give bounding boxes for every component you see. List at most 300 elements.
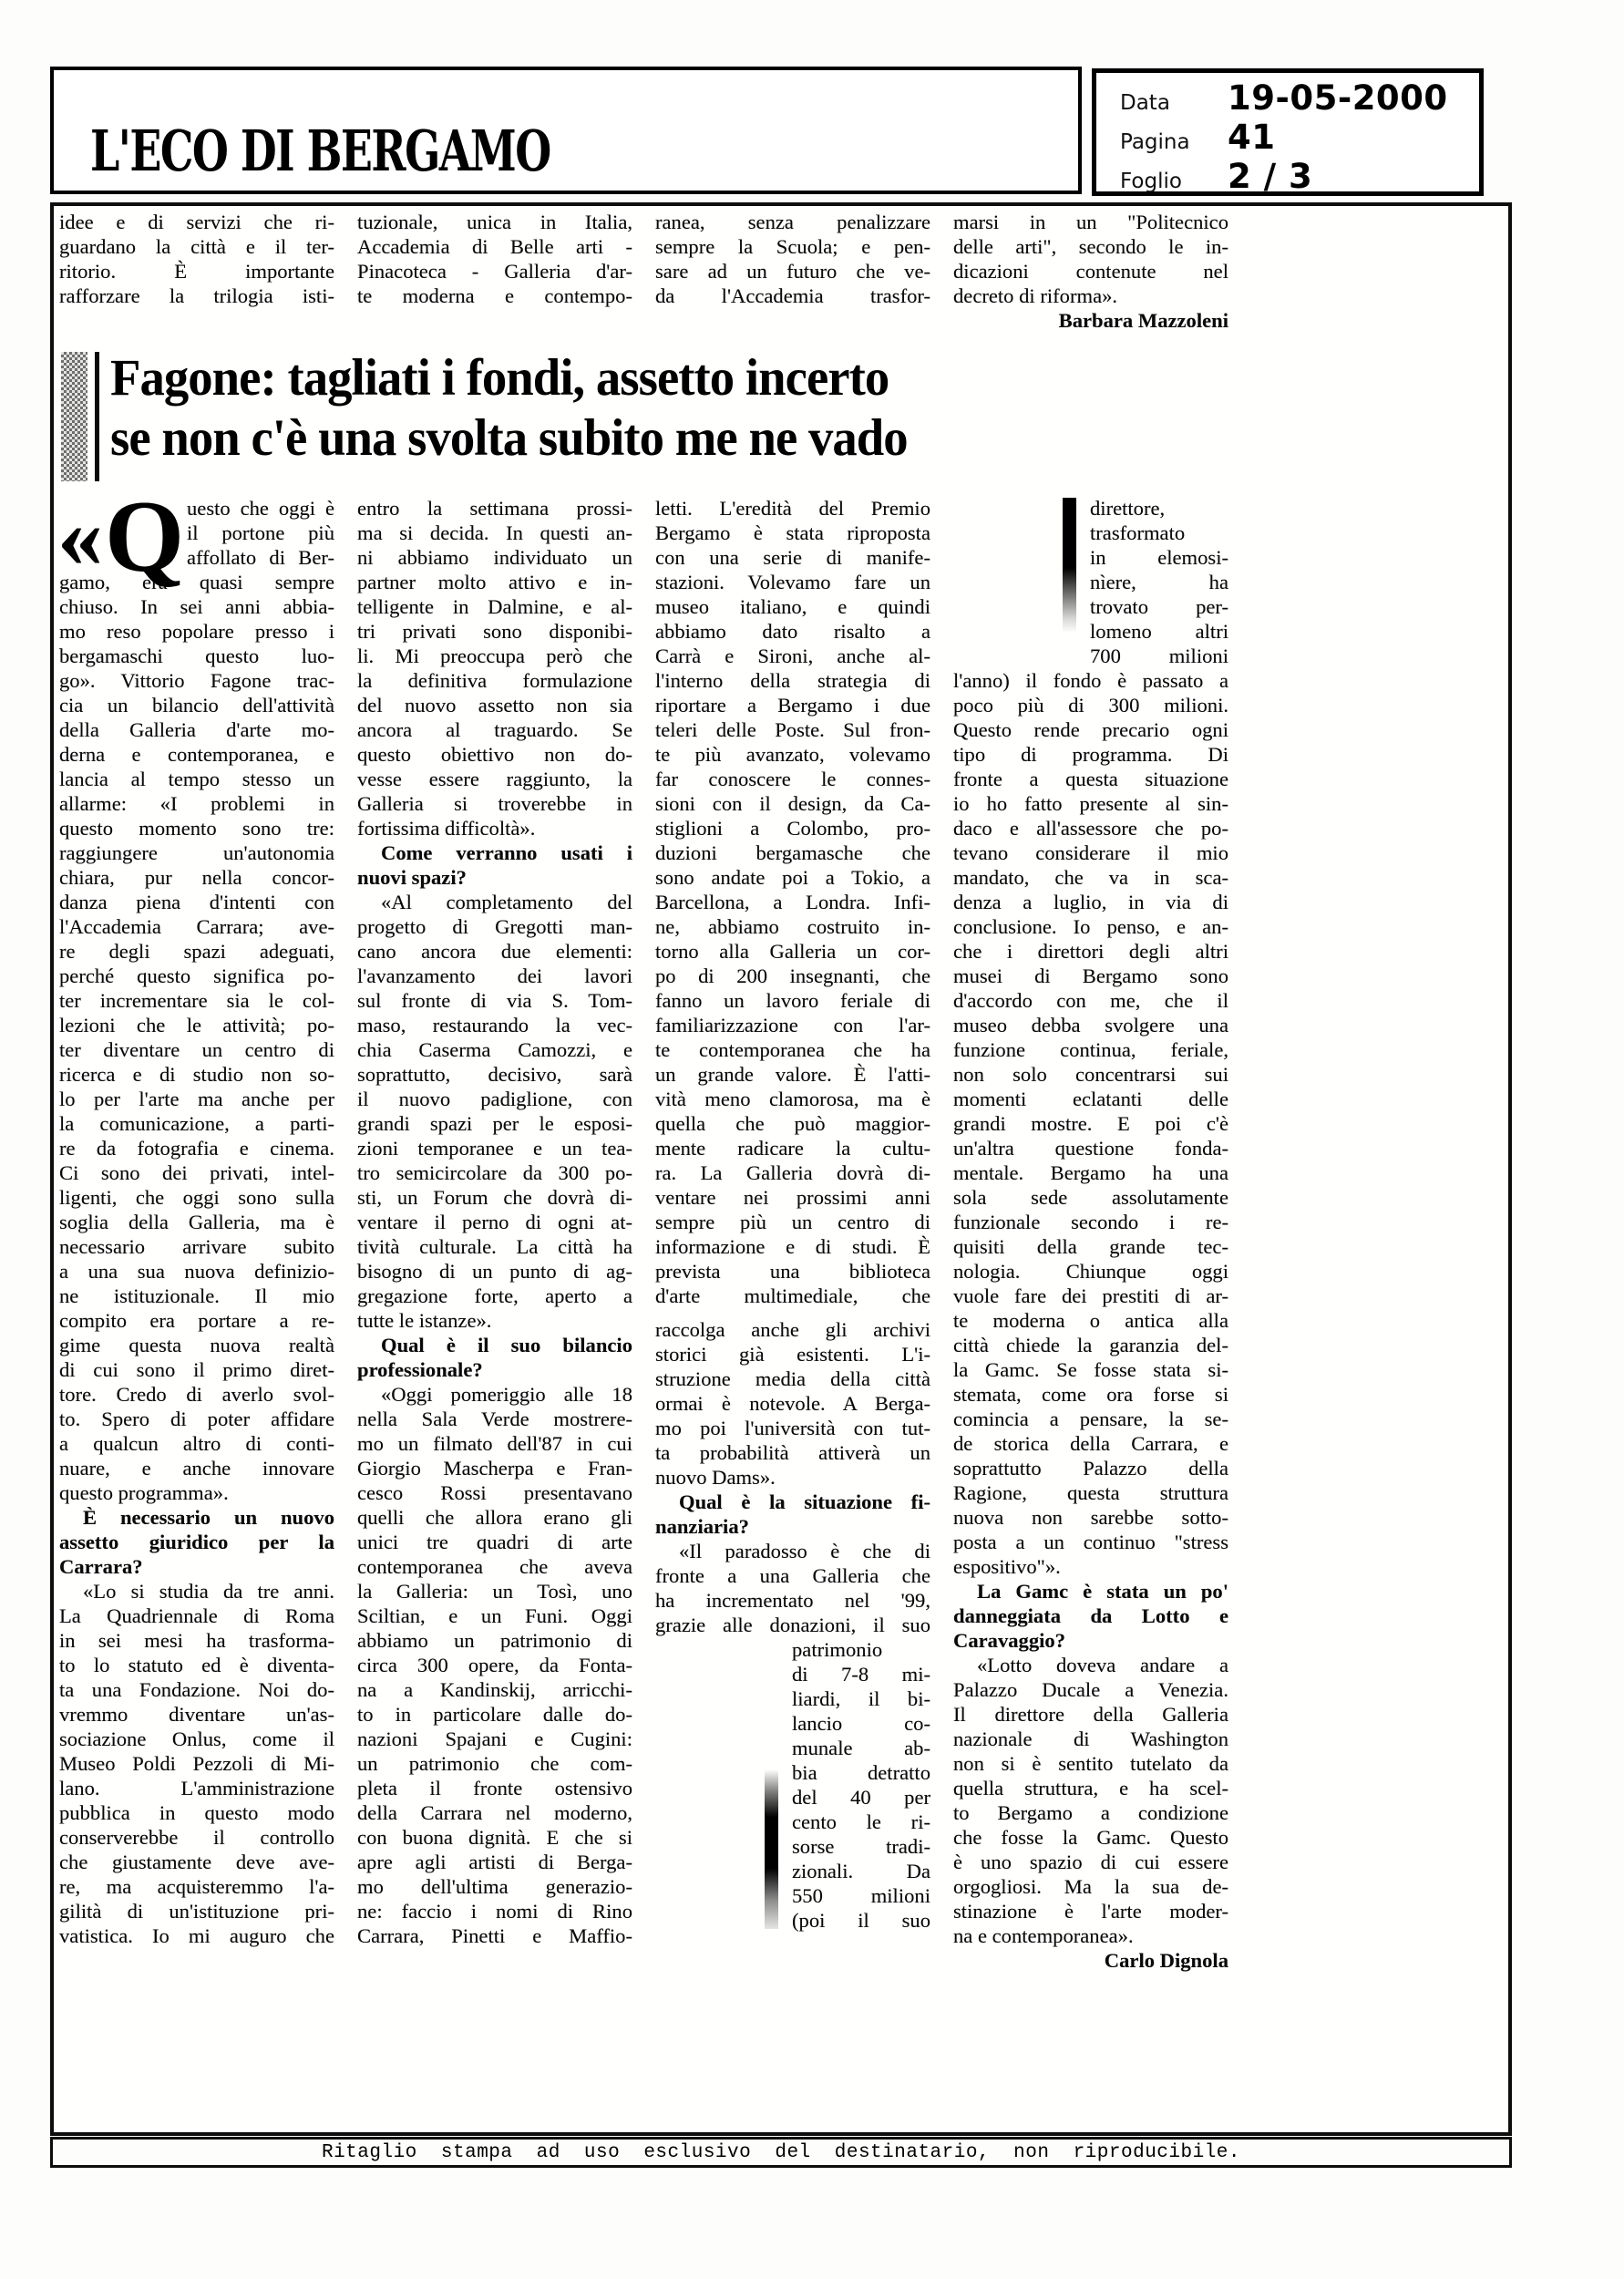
text-line: sti, un Forum che dovrà di-: [357, 1186, 632, 1209]
signature: [953, 308, 1228, 333]
text-line: comincia a pensare, la se-: [953, 1408, 1228, 1430]
text-line: funzionale secondo i re-: [953, 1211, 1228, 1233]
question-paragraph: [953, 1579, 1228, 1653]
text-line: abbiamo dato risalto a: [655, 620, 930, 643]
text-line: tipo di programma. Di: [953, 743, 1228, 766]
text-line: abbiamo un patrimonio di: [357, 1629, 632, 1652]
date-label: Data: [1120, 91, 1170, 115]
text-line: gime questa nuova realtà: [59, 1334, 334, 1356]
article-frame: [50, 202, 1512, 2136]
text-line: di 7-8 mi-: [792, 1663, 930, 1686]
text-line: fanno un lavoro feriale di: [655, 989, 930, 1012]
paragraph: [357, 1382, 632, 1948]
text-line: trovato per-: [1090, 595, 1228, 618]
text-line: nìere, ha: [1090, 571, 1228, 593]
text-line: Caravaggio?: [953, 1629, 1065, 1652]
headline-block: [57, 348, 940, 481]
question-paragraph: [59, 1505, 334, 1579]
text-line: un'altra questione fonda-: [953, 1137, 1228, 1160]
signature: [953, 1948, 1228, 1973]
paragraph: [953, 668, 1228, 1579]
text-line: grandi spazi per le esposi-: [357, 1112, 632, 1135]
text-line: ritorio. È importante: [59, 260, 334, 283]
text-line: ancora al traguardo. Se: [357, 718, 632, 741]
continuation-column-3: [655, 210, 930, 333]
paragraph: [59, 210, 334, 308]
meta-row-date: [1120, 78, 1479, 118]
paragraph: [655, 1539, 930, 1637]
text-line: denza a luglio, in via di: [953, 891, 1228, 913]
text-line: è uno spazio di cui essere: [953, 1851, 1228, 1873]
text-line: ranea, senza penalizzare: [655, 211, 930, 233]
text-line: tuzionale, unica in Italia,: [357, 211, 632, 233]
text-line: chiuso. In sei anni abbia-: [59, 595, 334, 618]
text-line: maso, restaurando la vec-: [357, 1014, 632, 1036]
text-line: ta una Fondazione. Noi do-: [59, 1678, 334, 1701]
text-line: bia detratto: [792, 1761, 930, 1784]
article-body: [54, 480, 1228, 1973]
text-line: to. Spero di poter affidare: [59, 1408, 334, 1430]
text-line: uesto che oggi è: [187, 497, 334, 520]
text-line: Carrara?: [59, 1555, 143, 1578]
question-paragraph: [357, 840, 632, 890]
text-line: vesse essere raggiunto, la: [357, 768, 632, 790]
text-line: sono andate poi a Tokio, a: [655, 866, 930, 889]
text-line: vatistica. Io mi auguro che: [59, 1924, 334, 1947]
text-line: dicazioni contenute nel: [953, 260, 1228, 283]
footer-notice: Ritaglio stampa ad uso esclusivo del destinatario, non riproducibile.: [321, 2141, 1241, 2163]
text-line: soglia della Galleria, ma è: [59, 1211, 334, 1233]
headline-dither-bar: [61, 352, 87, 481]
masthead-logo: L'ECO DI BERGAMO: [90, 118, 550, 184]
text-line: fortissima difficoltà».: [357, 817, 536, 840]
text-line: La Gamc è stata un po': [977, 1580, 1228, 1603]
text-line: grandi mostre. E poi c'è: [953, 1112, 1228, 1135]
text-line: lezioni che le attività; po-: [59, 1014, 334, 1036]
text-line: conserverebbe il controllo: [59, 1826, 334, 1849]
text-line: mo dell'ultima generazio-: [357, 1875, 632, 1898]
continuation-column-1: [59, 210, 334, 333]
text-line: nologia. Chiunque oggi: [953, 1260, 1228, 1283]
text-line: nazioni Spajani e Cugini:: [357, 1727, 632, 1750]
text-line: del nuovo assetto non sia: [357, 694, 632, 717]
article-column-1: [57, 480, 334, 1973]
text-line: te moderna e contempo-: [357, 284, 632, 307]
meta-row-sheet: [1120, 157, 1479, 196]
text-line: te contemporanea che ha: [655, 1038, 930, 1061]
text-line: compito era portare a re-: [59, 1309, 334, 1332]
text-line: vità meno clamorosa, ma è: [655, 1088, 930, 1110]
text-line: Carlo Dignola: [1104, 1949, 1228, 1972]
text-line: danza piena d'intenti con: [59, 891, 334, 913]
text-line: posta a un continuo "stress: [953, 1531, 1228, 1553]
text-line: sola sede assolutamente: [953, 1186, 1228, 1209]
text-line: liardi, il bi-: [792, 1687, 930, 1710]
text-line: Pinacoteca - Galleria d'ar-: [357, 260, 632, 283]
text-line: stazioni. Volevamo fare un: [655, 571, 930, 593]
text-line: de storica della Carrara, e: [953, 1432, 1228, 1455]
text-line: letti. L'eredità del Premio: [655, 497, 930, 520]
text-line: mo poi l'università con tut-: [655, 1417, 930, 1439]
text-line: nuova non sarebbe sotto-: [953, 1506, 1228, 1529]
text-line: decreto di riforma».: [953, 284, 1118, 307]
text-line: munale ab-: [792, 1737, 930, 1759]
open-quote-mark: «: [57, 485, 103, 586]
text-line: la comunicazione, a parti-: [59, 1112, 334, 1135]
text-line: io ho fatto presente al sin-: [953, 792, 1228, 815]
text-line: «Al completamento del: [381, 891, 632, 913]
text-line: guardano la città e il ter-: [59, 235, 334, 258]
text-line: musei di Bergamo sono: [953, 964, 1228, 987]
lead-paragraph: [57, 480, 334, 1505]
text-line: poco più di 300 milioni.: [953, 694, 1228, 717]
text-line: espositivo"».: [953, 1555, 1061, 1578]
text-line: Sciltian, e un Funi. Oggi: [357, 1604, 632, 1627]
text-line: sorse tradi-: [792, 1835, 930, 1858]
text-line: contemporanea che aveva: [357, 1555, 632, 1578]
text-line: nanziaria?: [655, 1515, 749, 1538]
text-line: nazionale di Washington: [953, 1727, 1228, 1750]
text-line: re da fotografia e cinema.: [59, 1137, 334, 1160]
text-line: d'accordo con me, che il: [953, 989, 1228, 1012]
text-line: nuovi spazi?: [357, 866, 467, 889]
text-line: far conoscere le connes-: [655, 768, 930, 790]
text-line: ter diventare un centro di: [59, 1038, 334, 1061]
text-line: ne, abbiamo costruito in-: [655, 915, 930, 938]
text-line: È necessario un nuovo: [83, 1506, 334, 1529]
text-line: di cui sono il primo diret-: [59, 1358, 334, 1381]
text-line: Il direttore della Galleria: [953, 1703, 1228, 1726]
text-line: del 40 per: [792, 1786, 930, 1809]
text-line: La Quadriennale di Roma: [59, 1604, 334, 1627]
question-paragraph: [655, 1490, 930, 1539]
text-line: quisiti della grande tec-: [953, 1235, 1228, 1258]
text-line: lano. L'amministrazione: [59, 1777, 334, 1799]
text-line: cano ancora due elementi:: [357, 940, 632, 963]
text-line: marsi in un "Politecnico: [953, 211, 1228, 233]
text-line: Galleria si troverebbe in: [357, 792, 632, 815]
text-line: questo programma».: [59, 1481, 229, 1504]
text-line: tutte le istanze».: [357, 1309, 492, 1332]
headline-line-2: se non c'è una svolta subito me ne vado: [110, 409, 908, 467]
text-line: li. Mi preoccupa però che: [357, 645, 632, 667]
text-line: trasformato: [1090, 521, 1186, 544]
text-line: Carrà e Sironi, anche al-: [655, 645, 930, 667]
text-line: pleta il fronte ostensivo: [357, 1777, 632, 1799]
page-label: Pagina: [1120, 130, 1190, 154]
text-line: gregazione forte, aperto a: [357, 1284, 632, 1307]
paragraph: [953, 210, 1228, 308]
text-line: apre agli artisti di Berga-: [357, 1851, 632, 1873]
text-line: che fosse la Gamc. Questo: [953, 1826, 1228, 1849]
footer-strip: [50, 2137, 1512, 2168]
text-line: torno alla Galleria un cor-: [655, 940, 930, 963]
text-line: nella Sala Verde mostrere-: [357, 1408, 632, 1430]
text-line: stiglioni a Colombo, pro-: [655, 817, 930, 840]
text-line: sempre più un centro di: [655, 1211, 930, 1233]
text-line: mo reso popolare presso i: [59, 620, 334, 643]
text-line: un grande valore. È l'atti-: [655, 1063, 930, 1086]
headline-line-1: Fagone: tagliati i fondi, assetto incerto: [110, 349, 889, 407]
headline-rule: [95, 352, 99, 481]
text-line: Carrara, Pinetti e Maffio-: [357, 1924, 632, 1947]
text-line: struzione media della città: [655, 1367, 930, 1390]
text-line: teleri delle Poste. Sul fron-: [655, 718, 930, 741]
text-line: storici già esistenti. L'i-: [655, 1343, 930, 1366]
text-line: in sei mesi ha trasforma-: [59, 1629, 334, 1652]
paragraph: [655, 1317, 930, 1490]
text-line: l'avanzamento dei lavori: [357, 964, 632, 987]
text-line: Bergamo è stata riproposta: [655, 521, 930, 544]
text-line: zioni temporanee e un tea-: [357, 1137, 632, 1160]
text-line: delle arti", secondo le in-: [953, 235, 1228, 258]
text-line: tività culturale. La città ha: [357, 1235, 632, 1258]
text-line: «Il paradosso è che di: [679, 1540, 930, 1562]
text-line: Museo Poldi Pezzoli di Mi-: [59, 1752, 334, 1775]
text-line: ventare nei prossimi anni: [655, 1186, 930, 1209]
sheet-value: 2 / 3: [1228, 157, 1313, 196]
text-line: cesco Rossi presentavano: [357, 1481, 632, 1504]
paragraph: [357, 496, 632, 840]
text-line: sioni con il design, da Ca-: [655, 792, 930, 815]
text-line: raccolga anche gli archivi: [655, 1318, 930, 1341]
text-line: na e contemporanea».: [953, 1924, 1134, 1947]
date-value: 19-05-2000: [1228, 78, 1448, 118]
text-line: questo obiettivo non do-: [357, 743, 632, 766]
text-line: stemata, come ora forse si: [953, 1383, 1228, 1406]
paragraph: [357, 890, 632, 1333]
text-line: che i direttori degli altri: [953, 940, 1228, 963]
text-line: affollato di Ber-: [187, 546, 334, 569]
text-line: questo momento sono tre:: [59, 817, 334, 840]
text-line: po di 200 insegnanti, che: [655, 964, 930, 987]
text-line: mente radicare la cultu-: [655, 1137, 930, 1160]
text-line: re, ma acquisteremmo l'a-: [59, 1875, 334, 1898]
text-line: necessario arrivare subito: [59, 1235, 334, 1258]
text-line: ne: faccio i nomi di Rino: [357, 1900, 632, 1923]
text-line: entro la settimana prossi-: [357, 497, 632, 520]
text-line: danneggiata da Lotto e: [953, 1604, 1228, 1627]
paragraph: [953, 1653, 1228, 1948]
text-line: vuole fare dei prestiti di ar-: [953, 1284, 1228, 1307]
text-line: to Bergamo a condizione: [953, 1801, 1228, 1824]
text-line: il portone più: [187, 521, 334, 544]
text-line: a una sua nuova definizio-: [59, 1260, 334, 1283]
text-line: to in particolare dalle do-: [357, 1703, 632, 1726]
text-line: zionali. Da: [792, 1860, 930, 1882]
text-line: ne istituzionale. Il mio: [59, 1284, 334, 1307]
text-line: «Oggi pomeriggio alle 18: [381, 1383, 632, 1406]
paragraph: [357, 210, 632, 308]
paragraph: [655, 210, 930, 308]
drop-cap: [57, 480, 187, 593]
text-line: go». Vittorio Fagone trac-: [59, 669, 334, 692]
text-line: «Lo si studia da tre anni.: [83, 1580, 334, 1603]
text-line: la definitiva formulazione: [357, 669, 632, 692]
text-line: direttore,: [1090, 497, 1166, 520]
text-line: (poi il suo: [792, 1909, 930, 1932]
text-line: Barbara Mazzoleni: [1058, 309, 1228, 332]
text-line: sociazione Onlus, come il: [59, 1727, 334, 1750]
text-line: Qual è il suo bilancio: [381, 1334, 632, 1356]
text-line: nuovo Dams».: [655, 1466, 776, 1489]
text-line: Qual è la situazione fi-: [679, 1490, 930, 1513]
text-line: Barcellona, a Londra. Infi-: [655, 891, 930, 913]
text-line: il nuovo padiglione, con: [357, 1088, 632, 1110]
sheet-label: Foglio: [1120, 170, 1182, 193]
text-line: ormai è notevole. A Berga-: [655, 1392, 930, 1415]
text-line: daco e all'assessore che po-: [953, 817, 1228, 840]
text-line: Palazzo Ducale a Venezia.: [953, 1678, 1228, 1701]
clipping-meta-box: [1092, 68, 1484, 196]
text-line: idee e di servizi che ri-: [59, 211, 334, 233]
text-line: gilità di un'istituzione pri-: [59, 1900, 334, 1923]
continuation-column-2: [357, 210, 632, 333]
text-line: familiarizzazione con l'ar-: [655, 1014, 930, 1036]
text-line: tore. Credo di averlo svol-: [59, 1383, 334, 1406]
text-line: sul fronte di via S. Tom-: [357, 989, 632, 1012]
text-line: gamo, era quasi sempre: [59, 571, 334, 593]
text-line: non solo concentrarsi sui: [953, 1063, 1228, 1086]
text-line: sare ad un futuro che ve-: [655, 260, 930, 283]
text-line: Accademia di Belle arti -: [357, 235, 632, 258]
text-line: con buona dignità. E che si: [357, 1826, 632, 1849]
text-line: fronte a una Galleria che: [655, 1564, 930, 1587]
text-line: prevista una biblioteca: [655, 1260, 930, 1283]
text-line: quelli che allora erano gli: [357, 1506, 632, 1529]
text-line: vremmo diventare un'as-: [59, 1703, 334, 1726]
text-line: cia un bilancio dell'attività: [59, 694, 334, 717]
text-line: Ragione, questa struttura: [953, 1481, 1228, 1504]
text-line: ligenti, che oggi sono sulla: [59, 1186, 334, 1209]
text-line: bisogno di un punto di ag-: [357, 1260, 632, 1283]
text-line: Come verranno usati i: [381, 841, 632, 864]
text-line: duzioni bergamasche che: [655, 841, 930, 864]
text-line: informazione e di studi. È: [655, 1235, 930, 1258]
text-line: bergamaschi questo luo-: [59, 645, 334, 667]
indented-pullquote: [1090, 496, 1228, 668]
article-column-2: [357, 496, 632, 1973]
meta-row-page: [1120, 118, 1479, 157]
text-line: ter incrementare sia le col-: [59, 989, 334, 1012]
text-line: tro semicircolare da 300 po-: [357, 1161, 632, 1184]
text-line: funzione continua, feriale,: [953, 1038, 1228, 1061]
text-line: riportare a Bergamo i due: [655, 694, 930, 717]
text-line: pubblica in questo modo: [59, 1801, 334, 1824]
text-line: museo debba svolgere una: [953, 1014, 1228, 1036]
text-line: tri privati sono disponibi-: [357, 620, 632, 643]
text-line: lo per l'arte ma anche per: [59, 1088, 334, 1110]
text-line: progetto di Gregotti man-: [357, 915, 632, 938]
text-line: partner molto attivo e in-: [357, 571, 632, 593]
text-line: re degli spazi adeguati,: [59, 940, 334, 963]
article-column-4: [953, 496, 1228, 1973]
text-line: l'Accademia Carrara; ave-: [59, 915, 334, 938]
text-line: mandato, che va in sca-: [953, 866, 1228, 889]
text-line: lancia al tempo stesso un: [59, 768, 334, 790]
text-line: professionale?: [357, 1358, 483, 1381]
continuation-strip: [54, 210, 1228, 333]
text-line: orgogliosi. Ma la sua de-: [953, 1875, 1228, 1898]
text-line: d'arte multimediale, che: [655, 1284, 930, 1307]
text-line: nuare, e anche innovare: [59, 1457, 334, 1480]
text-line: momenti eclatanti delle: [953, 1088, 1228, 1110]
article-column-3: [655, 496, 930, 1973]
text-line: mo un filmato dell'87 in cui: [357, 1432, 632, 1455]
text-line: della Galleria d'arte mo-: [59, 718, 334, 741]
text-line: tevano considerare il mio: [953, 841, 1228, 864]
text-line: cento le ri-: [792, 1810, 930, 1833]
text-line: della Carrara nel moderno,: [357, 1801, 632, 1824]
text-line: perché questo significa po-: [59, 964, 334, 987]
text-line: lomeno altri: [1090, 620, 1228, 643]
text-line: 700 milioni: [1090, 645, 1228, 667]
text-line: lancio co-: [792, 1712, 930, 1735]
text-line: rafforzare la trilogia isti-: [59, 284, 334, 307]
text-line: assetto giuridico per la: [59, 1531, 334, 1553]
text-line: derna e contemporanea, e: [59, 743, 334, 766]
text-line: «Lotto doveva andare a: [977, 1654, 1228, 1676]
text-line: te più avanzato, volevamo: [655, 743, 930, 766]
paragraph: [655, 496, 930, 1308]
text-line: la Gamc. Se fosse stata si-: [953, 1358, 1228, 1381]
indented-pullquote: [792, 1637, 930, 1933]
text-line: con una serie di manife-: [655, 546, 930, 569]
text-line: allarme: «I problemi in: [59, 792, 334, 815]
text-line: ricerca e di studio non so-: [59, 1063, 334, 1086]
text-line: ra. La Galleria dovrà di-: [655, 1161, 930, 1184]
text-line: stinazione è l'arte moder-: [953, 1900, 1228, 1923]
text-line: ventare il perno di ogni at-: [357, 1211, 632, 1233]
text-line: mentale. Bergamo ha una: [953, 1161, 1228, 1184]
text-line: na a Kandinskij, arricchi-: [357, 1678, 632, 1701]
text-line: raggiungere un'autonomia: [59, 841, 334, 864]
text-line: in elemosi-: [1090, 546, 1228, 569]
text-line: soprattutto, decisivo, sarà: [357, 1063, 632, 1086]
text-line: non si è sentito tutelato da: [953, 1752, 1228, 1775]
text-line: soprattutto Palazzo della: [953, 1457, 1228, 1480]
text-line: museo italiano, e quindi: [655, 595, 930, 618]
text-line: 550 milioni: [792, 1884, 930, 1907]
drop-cap-letter: Q: [105, 480, 185, 593]
continuation-column-4: [953, 210, 1228, 333]
text-line: circa 300 opere, da Fonta-: [357, 1654, 632, 1676]
text-line: l'anno) il fondo è passato a: [953, 669, 1228, 692]
text-line: fronte a questa situazione: [953, 768, 1228, 790]
text-line: un patrimonio che com-: [357, 1752, 632, 1775]
text-line: grazie alle donazioni, il suo: [655, 1614, 930, 1636]
text-line: to lo statuto ed è diventa-: [59, 1654, 334, 1676]
text-line: quella struttura, e ha scel-: [953, 1777, 1228, 1799]
masthead-box: [50, 67, 1082, 194]
question-paragraph: [357, 1333, 632, 1382]
text-line: te moderna o antica alla: [953, 1309, 1228, 1332]
text-line: che giustamente deve ave-: [59, 1851, 334, 1873]
page-value: 41: [1228, 118, 1276, 157]
text-line: l'interno della strategia di: [655, 669, 930, 692]
text-line: da l'Accademia trasfor-: [655, 284, 930, 307]
text-line: sempre la Scuola; e pen-: [655, 235, 930, 258]
text-line: Questo rende precario ogni: [953, 718, 1228, 741]
text-line: Ci sono dei privati, intel-: [59, 1161, 334, 1184]
text-line: a qualcun altro di conti-: [59, 1432, 334, 1455]
text-line: chiara, pur nella concor-: [59, 866, 334, 889]
text-line: chia Caserma Camozzi, e: [357, 1038, 632, 1061]
text-line: unici tre quadri di arte: [357, 1531, 632, 1553]
text-line: città chiede la garanzia del-: [953, 1334, 1228, 1356]
text-line: ni abbiamo individuato un: [357, 546, 632, 569]
text-line: ha incrementato nel '99,: [655, 1589, 930, 1612]
